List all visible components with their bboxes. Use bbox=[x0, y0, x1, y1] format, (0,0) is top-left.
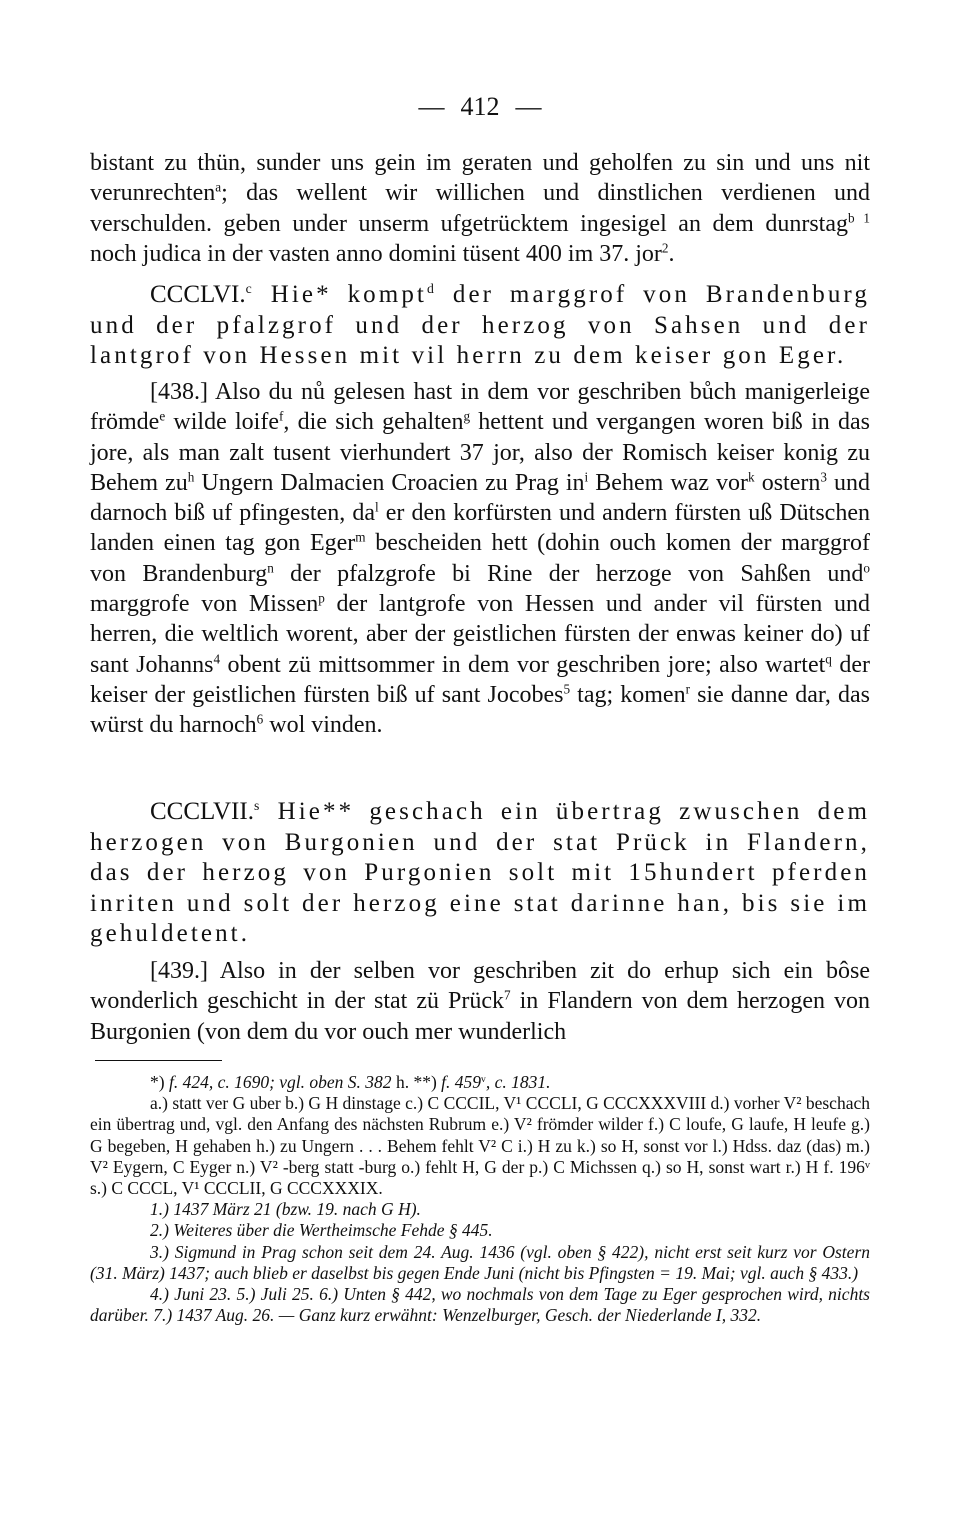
paragraph-text: der keiser der geistlichen fürsten biß uf sant Jocobes bbox=[90, 651, 870, 708]
paragraph-text: [439.] Also in der selben vor geschriben zit do erhup sich ein bôse wonderlich geschicht in der stat zü Prück bbox=[90, 958, 870, 1015]
paragraph-text: der pfalzgrofe bi Rine der herzoge von Sahßen und bbox=[273, 560, 864, 587]
footnote-text: , c. 1831. bbox=[485, 1072, 551, 1092]
paragraph-text: er den korfürsten und andern fürsten uß Dütschen landen einen tag gon Eger bbox=[90, 500, 870, 557]
page-number bbox=[0, 90, 960, 124]
footnote-marker: 3 bbox=[820, 469, 827, 485]
paragraph-text: [438.] Also du nů gelesen hast in dem vor geschriben bůch manigerleige frömde bbox=[90, 379, 870, 436]
continuation-text-1: bistant zu thün, sunder uns gein im geraten und geholfen zu sin und uns nit verunrechten bbox=[90, 150, 870, 207]
footnote-marker: 4 bbox=[213, 651, 221, 667]
paragraph-text: , die sich gehalten bbox=[283, 409, 464, 436]
footnote-marker: h bbox=[187, 469, 195, 485]
footnote-marker: n bbox=[267, 560, 274, 576]
paragraph-text: tag; komen bbox=[570, 681, 686, 708]
paragraph-text: wol vinden. bbox=[263, 712, 383, 739]
paragraph-438 bbox=[90, 377, 870, 741]
paragraph-text: der lantgrofe von Hessen und ander vil fürsten und herren, die weltlich worent, aber der geistlichen fürsten der enwas keiner do) uf sant Johanns bbox=[90, 591, 870, 678]
footnotes bbox=[90, 1072, 870, 1326]
footnote-text: h. **) bbox=[395, 1072, 442, 1092]
footnote-marker: l bbox=[374, 499, 379, 515]
footnote-marker: p bbox=[318, 590, 325, 606]
paragraph-text: bescheiden hett (dohin ouch komen der marggrof von Brandenburg bbox=[90, 530, 870, 587]
paragraph-text: und darnoch biß uf pfingesten, da bbox=[90, 469, 871, 527]
page-number-dash-left: — bbox=[418, 92, 445, 121]
footnote-text: f. 459 bbox=[441, 1072, 482, 1092]
chapter-heading-356 bbox=[90, 280, 870, 372]
footnote-3: 3.) Sigmund in Prag schon seit dem 24. Aug. 1436 (vgl. oben § 422), nicht erst seit kurz vor Ostern (31. März) 1437; auch blieb er daselbst bis gegen Ende Juni (nicht bis Pfingsten = 19. Mai; vgl. auch § 433.) bbox=[90, 1241, 870, 1283]
footnote-2: 2.) Weiteres über die Wertheimsche Fehde § 445. bbox=[150, 1220, 493, 1241]
footnote-marker: r bbox=[685, 681, 690, 697]
footnote-marker: 7 bbox=[504, 987, 511, 1003]
footnote-separator bbox=[95, 1060, 222, 1061]
paragraph-text: obent zü mittsommer in dem vor geschriben jore; also wartet bbox=[220, 651, 826, 678]
paragraph-text: hettent und vergangen woren biß in das jore, als man zalt tusent vierhundert 37 jor, also der Romisch keiser konig zu Behem zu bbox=[90, 409, 870, 496]
continuation-paragraph bbox=[90, 148, 870, 269]
footnote-marker: m bbox=[355, 529, 366, 545]
footnote-marker: 5 bbox=[563, 681, 571, 697]
chapter-number: CCCLVI. bbox=[150, 281, 246, 308]
chapter-heading-text: Hie** geschach ein übertrag zwuschen dem herzogen von Burgonien und der stat Prück in Flandern, das der herzog von Purgonien solt mit 15hundert pferden inriten und solt der herzog eine stat darinne han, bis sie im gehuldetent. bbox=[90, 798, 870, 947]
footnote-variants: a.) statt ver G uber b.) G H dinstage c.) C CCCIL, V¹ CCCLI, G CCCXXXVIII d.) vorher V² beschach ein übertrag und, vgl. den Anfang des nächsten Rubrum e.) V² frömder wilder f.) C loufe, G laufe, H leufe g.) G begeben, H gehaben h.) zu Ungern . . . Behem fehlt V² C i.) H zu k.) so H, sonst vor l.) Hdss. daz (das) m.) V² Eygern, C Eyger n.) V² -berg statt -burg o.) fehlt H, G der p.) C Michssen q.) so H, sonst wart r.) H f. 196ᵛ s.) C CCCL, V¹ CCCLII, G CCCXXXIX. bbox=[90, 1093, 870, 1199]
footnote-marker: g bbox=[463, 408, 471, 424]
chapter-heading-text-1: Hie* kompt bbox=[254, 281, 427, 308]
footnote-folio-reference bbox=[90, 1072, 870, 1093]
footnote-marker: v bbox=[481, 1073, 486, 1085]
paragraph-text: ostern bbox=[754, 469, 821, 496]
footnote-marker: k bbox=[748, 469, 755, 485]
footnote-marker: o bbox=[863, 560, 870, 576]
footnote-marker: 6 bbox=[256, 711, 264, 727]
continuation-text-3: noch judica in der vasten anno domini tüsent 400 im 37. jor bbox=[90, 240, 662, 267]
footnote-marker: d bbox=[426, 281, 437, 297]
paragraph-439 bbox=[90, 956, 870, 1047]
paragraph-text: Behem waz vor bbox=[588, 469, 749, 496]
page-number-dash-right: — bbox=[515, 92, 542, 121]
footnote-text: f. 424, c. 1690; vgl. oben S. 382 bbox=[168, 1072, 396, 1092]
footnote-marker: a bbox=[215, 179, 222, 195]
chapter-heading-text-2: der marggrof von Brandenburg und der pfalzgrof und der herzog von Sahsen und der lantgrof von Hessen mit vil herrn zu dem keiser gon Eger. bbox=[90, 281, 871, 369]
paragraph-text: wilde loife bbox=[165, 409, 279, 436]
paragraph-text: marggrofe von Missen bbox=[90, 591, 319, 618]
footnote-marker: f bbox=[279, 408, 284, 424]
footnote-marker: b 1 bbox=[848, 210, 871, 226]
paragraph-text: sie danne dar, das würst du harnoch bbox=[90, 681, 871, 739]
footnote-1: 1.) 1437 März 21 (bzw. 19. nach G H). bbox=[150, 1199, 421, 1220]
footnote-marker: 2 bbox=[661, 240, 669, 256]
continuation-text-4: . bbox=[668, 240, 675, 267]
page-number-value: 412 bbox=[460, 92, 500, 121]
footnote-marker: i bbox=[584, 469, 589, 485]
footnote-text: *) bbox=[150, 1072, 169, 1092]
continuation-text-2: ; das wellent wir willichen und dinstlichen verdienen und verschulden. geben under unserm ufgetrücktem ingesigel an dem dunrstag bbox=[90, 180, 870, 237]
footnote-marker: c bbox=[245, 281, 255, 297]
footnote-4-7: 4.) Juni 23. 5.) Juli 25. 6.) Unten § 442, wo nochmals von dem Tage zu Eger gesprochen wird, nichts darüber. 7.) 1437 Aug. 26. — Ganz kurz erwähnt: Wenzelburger, Gesch. der Niederlande I, 332. bbox=[90, 1284, 870, 1326]
footnote-marker: e bbox=[159, 408, 166, 424]
footnote-marker: s bbox=[253, 798, 263, 814]
chapter-heading-357 bbox=[90, 797, 870, 950]
paragraph-text: in Flandern von dem herzogen von Burgonien (von dem du vor ouch mer wunderlich bbox=[90, 988, 870, 1045]
chapter-number: CCCLVII. bbox=[150, 798, 254, 825]
paragraph-text: Ungern Dalmacien Croacien zu Prag in bbox=[194, 469, 585, 496]
footnote-marker: q bbox=[825, 651, 832, 667]
